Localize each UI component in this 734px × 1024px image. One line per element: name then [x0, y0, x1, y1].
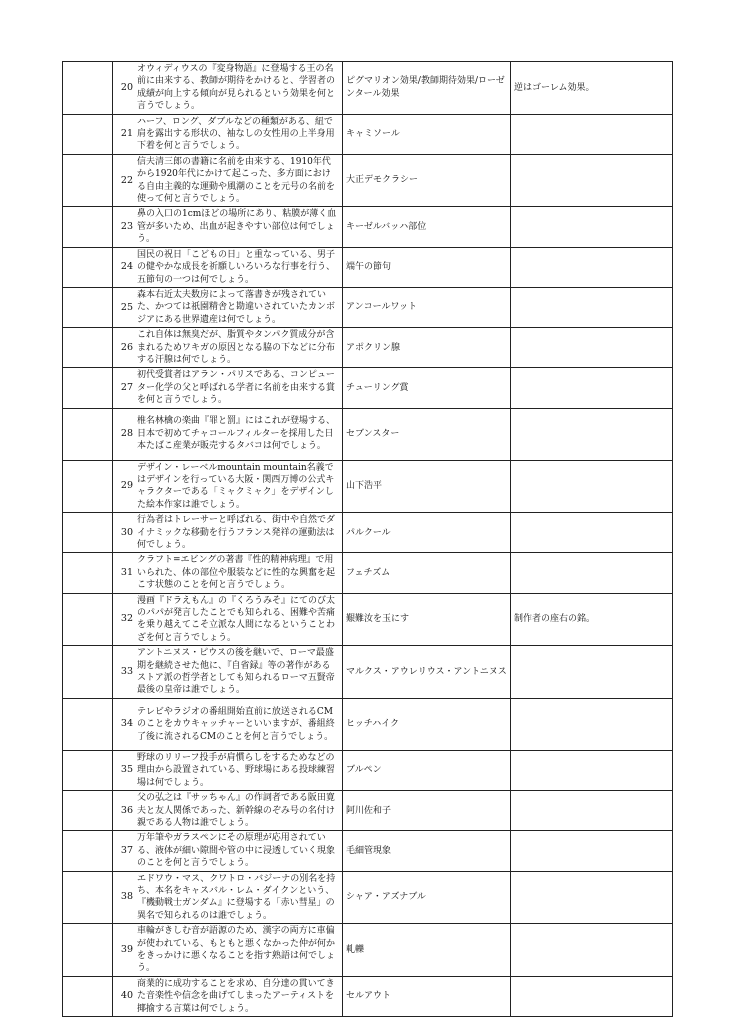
- question-text: これ自体は無臭だが、脂質やタンパク質成分が含まれるためワキガの原因となる脇の下などに分布する汗腺は何でしょう。: [137, 330, 336, 365]
- row-empty-cell: [63, 871, 113, 924]
- row-empty-cell: [63, 593, 113, 646]
- answer-cell: [343, 114, 511, 154]
- question-text: クラフト=エビングの著書『性的精神病理』で用いられた、体の部位や服装などに性的な興奮を起こす状態のことを何と言うでしょう。: [137, 555, 336, 591]
- table-row: [63, 831, 673, 871]
- row-empty-cell: [63, 62, 113, 115]
- question-number: 22: [120, 174, 133, 186]
- table-row: [63, 513, 673, 553]
- question-number: 34: [120, 718, 133, 730]
- table-row: [63, 247, 673, 287]
- answer-cell: [343, 831, 511, 871]
- question-number: 40: [120, 990, 133, 1002]
- question-cell: [113, 831, 343, 871]
- question-text: 信夫清三郎の書籍に名前を由来する、1910年代から1920年代にかけて起こった、多方面における自由主義的な運動や風潮のことを元号の名前を使って何と言うでしょう。: [137, 156, 336, 205]
- answer-cell: [343, 871, 511, 924]
- row-empty-cell: [63, 791, 113, 831]
- question-cell: [113, 976, 343, 1016]
- row-empty-cell: [63, 698, 113, 750]
- table-row: [63, 460, 673, 513]
- answer-text: ヒッチハイク: [346, 719, 400, 730]
- question-cell: [113, 750, 343, 790]
- answer-text: ピグマリオン効果/教師期待効果/ローゼンタール効果: [346, 76, 505, 99]
- table-row: [63, 750, 673, 790]
- note-cell: [511, 553, 673, 593]
- row-empty-cell: [63, 831, 113, 871]
- question-cell: [113, 207, 343, 247]
- answer-text: アポクリン腺: [346, 342, 401, 353]
- note-cell: [511, 871, 673, 924]
- row-empty-cell: [63, 553, 113, 593]
- answer-cell: [343, 924, 511, 977]
- answer-cell: [343, 408, 511, 460]
- row-empty-cell: [63, 924, 113, 977]
- answer-text: セブンスター: [346, 428, 400, 439]
- table-row: [63, 553, 673, 593]
- note-cell: [511, 698, 673, 750]
- question-cell: [113, 154, 343, 207]
- question-cell: [113, 460, 343, 513]
- answer-text: シャア・アズナブル: [346, 892, 426, 903]
- question-cell: [113, 328, 343, 368]
- question-text: 行為者はトレーサーと呼ばれる、街中や自然でダイナミックな移動を行うフランス発祥の運動法は何でしょう。: [137, 515, 336, 550]
- answer-text: 毛細管現象: [346, 845, 392, 856]
- question-number: 36: [120, 804, 133, 816]
- question-text: 椎名林檎の楽曲『罪と罰』にはこれが登場する、日本で初めてチャコールフィルターを採用した日本たばこ産業が販売するタバコは何でしょう。: [137, 416, 336, 452]
- question-text: オウィディウスの『変身物語』に登場する王の名前に由来する、教師が期待をかけると、学習者の成績が向上する傾向が見られるという効果を何と言うでしょう。: [137, 64, 336, 112]
- note-cell: [511, 460, 673, 513]
- answer-cell: [343, 62, 511, 115]
- question-text: 商業的に成功することを求め、自分達の貫いてきた音楽性や信念を曲げてしまったアーティストを揶揄する言葉は何でしょう。: [137, 978, 335, 1014]
- row-empty-cell: [63, 750, 113, 790]
- answer-text: ブルペン: [346, 765, 382, 776]
- note-cell: [511, 831, 673, 871]
- question-cell: [113, 553, 343, 593]
- note-text: 逆はゴーレム効果。: [514, 82, 595, 93]
- answer-cell: [343, 154, 511, 207]
- quiz-table-body: [63, 62, 673, 1017]
- question-number: 39: [120, 943, 133, 955]
- question-number: 38: [120, 891, 133, 903]
- question-text: 車輪がきしむ音が語源のため、漢字の両方に車偏が使われている、もともと悪くなかった仲が何かをきっかけに悪くなることを指す熟語は何でしょう。: [137, 926, 336, 974]
- note-cell: [511, 328, 673, 368]
- table-row: [63, 646, 673, 699]
- question-number: 37: [120, 844, 133, 856]
- answer-cell: [343, 593, 511, 646]
- question-number: 26: [120, 341, 133, 353]
- row-empty-cell: [63, 287, 113, 327]
- answer-cell: [343, 287, 511, 327]
- table-row: [63, 408, 673, 460]
- table-row: [63, 154, 673, 207]
- quiz-sheet: [62, 61, 672, 1017]
- question-cell: [113, 646, 343, 699]
- question-text: エドワウ・マス、クワトロ・バジーナの別名を持ち、本名をキャスバル・レム・ダイクンという、『機動戦士ガンダム』に登場する「赤い彗星」の異名で知られるのは誰でしょう。: [137, 873, 336, 921]
- note-cell: [511, 646, 673, 699]
- table-row: [63, 871, 673, 924]
- note-cell: [511, 114, 673, 154]
- answer-cell: [343, 646, 511, 699]
- question-number: 30: [120, 526, 133, 538]
- answer-cell: [343, 247, 511, 287]
- question-number: 35: [120, 764, 133, 776]
- answer-text: 軋轢: [346, 944, 365, 955]
- question-cell: [113, 247, 343, 287]
- question-cell: [113, 513, 343, 553]
- answer-text: チューリング賞: [346, 382, 409, 393]
- question-cell: [113, 871, 343, 924]
- table-row: [63, 328, 673, 368]
- row-empty-cell: [63, 247, 113, 287]
- question-number: 28: [120, 427, 133, 439]
- note-cell: [511, 368, 673, 408]
- question-number: 21: [120, 128, 133, 140]
- row-empty-cell: [63, 513, 113, 553]
- note-cell: [511, 154, 673, 207]
- row-empty-cell: [63, 408, 113, 460]
- row-empty-cell: [63, 114, 113, 154]
- answer-cell: [343, 553, 511, 593]
- note-cell: [511, 791, 673, 831]
- table-row: [63, 287, 673, 327]
- row-empty-cell: [63, 154, 113, 207]
- note-cell: [511, 976, 673, 1016]
- question-number: 29: [120, 480, 133, 492]
- question-number: 23: [120, 220, 133, 232]
- question-text: 鼻の入口の1cmほどの場所にあり、粘膜が薄く血管が多いため、出血が起きやすい部位は何でしょう。: [137, 209, 337, 245]
- answer-cell: [343, 460, 511, 513]
- note-text: 制作者の座右の銘。: [514, 614, 596, 625]
- table-row: [63, 368, 673, 408]
- question-number: 24: [120, 261, 133, 273]
- answer-cell: [343, 976, 511, 1016]
- answer-cell: [343, 791, 511, 831]
- question-cell: [113, 368, 343, 408]
- row-empty-cell: [63, 976, 113, 1016]
- question-number: 25: [120, 301, 133, 313]
- question-number: 31: [120, 566, 133, 578]
- question-text: テレビやラジオの番組開始直前に放送されるCMのことをカウキャッチャーといいますが、番組終了後に流されるCMのことを何と言うでしょう。: [137, 706, 335, 742]
- note-cell: [511, 247, 673, 287]
- table-row: [63, 698, 673, 750]
- answer-text: 端午の節句: [346, 262, 392, 273]
- answer-text: セルアウト: [346, 991, 392, 1002]
- question-text: ハーフ、ロング、ダブルなどの種類がある、紐で肩を露出する形状の、袖なしの女性用の上半身用下着を何と言うでしょう。: [137, 116, 335, 152]
- question-cell: [113, 791, 343, 831]
- answer-cell: [343, 750, 511, 790]
- question-text: デザイン・レーベルmountain mountain名義ではデザインを行っている大阪・関西万博の公式キャラクターである「ミャクミャク」をデザインした絵本作家は誰でしょう。: [137, 462, 335, 510]
- question-cell: [113, 924, 343, 977]
- question-text: 野球のリリーフ投手が肩慣らしをするためなどの理由から設置されている、野球場にある投球練習場は何でしょう。: [137, 752, 336, 788]
- answer-text: キャミソール: [346, 129, 400, 140]
- question-number: 27: [120, 381, 133, 393]
- question-number: 33: [120, 665, 133, 677]
- note-cell: [511, 593, 673, 646]
- note-cell: [511, 408, 673, 460]
- row-empty-cell: [63, 460, 113, 513]
- answer-text: フェチズム: [346, 567, 391, 578]
- question-text: 森本右近太夫数房によって落書きが残されていた、かつては祇園精舎と勘違いされていたカンボジアにある世界遺産は何でしょう。: [137, 289, 336, 325]
- row-empty-cell: [63, 368, 113, 408]
- table-row: [63, 791, 673, 831]
- question-text: 初代受賞者はアラン・パリスである、コンピューター化学の父と呼ばれる学者に名前を由来する賞を何と言うでしょう。: [137, 370, 336, 406]
- answer-text: パルクール: [346, 527, 391, 538]
- question-number: 20: [120, 81, 133, 93]
- note-cell: [511, 287, 673, 327]
- question-text: 父の弘之は『サッちゃん』の作詞者である阪田寛夫と友人関係であった、新幹線のぞみ号の名付け親である人物は誰でしょう。: [137, 793, 335, 828]
- question-text: アントニヌス・ピウスの後を継いで、ローマ最盛期を継続させた他に、『自省録』等の著作があるストア派の哲学者としても知られるローマ五賢帝最後の皇帝は誰でしょう。: [137, 648, 335, 696]
- question-cell: [113, 408, 343, 460]
- note-cell: [511, 513, 673, 553]
- answer-text: マルクス・アウレリウス・アントニヌス: [346, 666, 507, 677]
- answer-cell: [343, 513, 511, 553]
- answer-cell: [343, 328, 511, 368]
- answer-text: アンコールワット: [346, 302, 418, 313]
- note-cell: [511, 62, 673, 115]
- table-row: [63, 62, 673, 115]
- answer-cell: [343, 207, 511, 247]
- row-empty-cell: [63, 328, 113, 368]
- question-cell: [113, 114, 343, 154]
- answer-text: 大正デモクラシー: [346, 175, 419, 186]
- table-row: [63, 114, 673, 154]
- table-row: [63, 593, 673, 646]
- question-number: 32: [120, 613, 133, 625]
- question-cell: [113, 698, 343, 750]
- row-empty-cell: [63, 207, 113, 247]
- answer-cell: [343, 698, 511, 750]
- note-cell: [511, 924, 673, 977]
- note-cell: [511, 207, 673, 247]
- row-empty-cell: [63, 646, 113, 699]
- answer-text: 阿川佐和子: [346, 805, 392, 816]
- quiz-table: [62, 61, 673, 1017]
- question-text: 国民の祝日「こどもの日」と重なっている、男子の健やかな成長を祈願しいろいろな行事を行う、五節句の一つは何でしょう。: [137, 249, 336, 285]
- answer-cell: [343, 368, 511, 408]
- table-row: [63, 924, 673, 977]
- answer-text: 艱難汝を玉にす: [346, 614, 410, 625]
- note-cell: [511, 750, 673, 790]
- answer-text: キーゼルバッハ部位: [346, 221, 427, 232]
- question-cell: [113, 287, 343, 327]
- question-cell: [113, 593, 343, 646]
- table-row: [63, 207, 673, 247]
- question-text: 漫画『ドラえもん』の『くろうみそ』にてのび太のパパが発言したことでも知られる、困難や苦痛を乗り越えてこそ立派な人間になるということわざを何と言うでしょう。: [137, 595, 336, 643]
- question-text: 万年筆やガラスペンにその原理が応用されている、液体が細い隙間や管の中に浸透していく現象のことを何と言うでしょう。: [137, 833, 336, 869]
- question-cell: [113, 62, 343, 115]
- table-row: [63, 976, 673, 1016]
- answer-text: 山下浩平: [346, 481, 383, 492]
